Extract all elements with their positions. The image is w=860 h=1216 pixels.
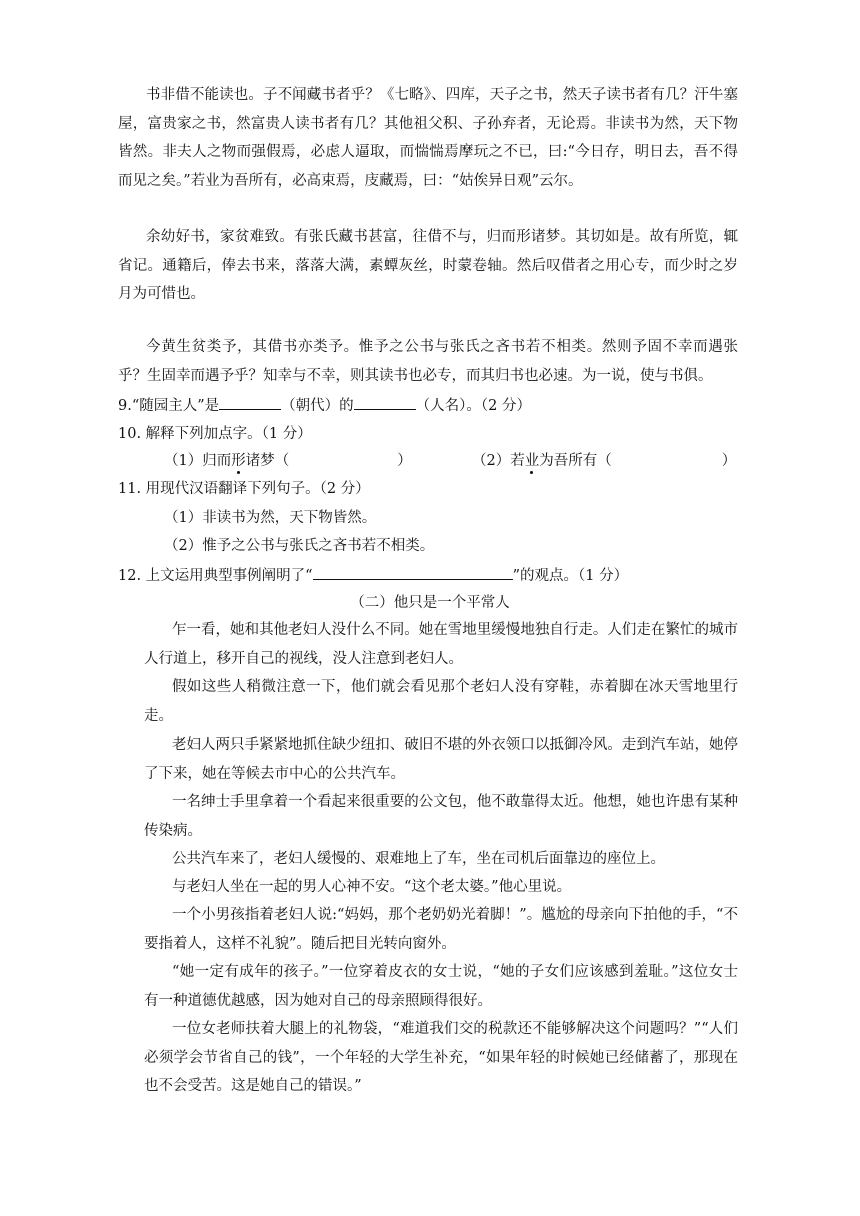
- dotted-character: 形: [231, 453, 246, 469]
- question-11-item-1: （1）非读书为然，天下物皆然。: [164, 510, 377, 526]
- passage2-paragraph-1: 乍一看，她和其他老妇人没什么不同。她在雪地里缓慢地独自行走。人们走在繁忙的城市人行道上，移开自己的视线，没人注意到老妇人。: [144, 622, 738, 667]
- question-10-item-1: （1）归而形诸梦（ ）: [164, 453, 412, 469]
- answer-space-2[interactable]: [612, 451, 722, 465]
- passage2-paragraph-8: “她一定有成年的孩子。”一位穿着皮衣的女士说，“她的子女们应该感到羞耻。”这位女士有一种道德优越感，因为她对自己的母亲照顾得很好。: [144, 964, 738, 1009]
- passage2-paragraph-3: 老妇人两只手紧紧地抓住缺少纽扣、破旧不堪的外衣领口以抵御冷风。走到汽车站，她停了下来，她在等候去市中心的公共汽车。: [144, 737, 738, 782]
- question-11-item-2: （2）惟予之公书与张氏之吝书若不相类。: [164, 538, 435, 554]
- answer-blank-viewpoint[interactable]: [313, 565, 513, 580]
- answer-blank-dynasty[interactable]: [219, 395, 281, 410]
- passage2-paragraph-6: 与老妇人坐在一起的男人心神不安。“这个老太婆。”他心里说。: [172, 879, 572, 895]
- dotted-character: 业: [524, 453, 540, 469]
- passage2-paragraph-5: 公共汽车来了，老妇人缓慢的、艰难地上了车，坐在司机后面靠边的座位上。: [172, 851, 665, 867]
- passage1-paragraph-2: 余幼好书，家贫难致。有张氏藏书甚富，往借不与，归而形诸梦。其切如是。故有所览，辄省记。通籍后，俸去书来，落落大满，素蟫灰丝，时蒙卷轴。然后叹借者之用心专，而少时之岁月为可惜也。: [118, 229, 738, 302]
- answer-space-1[interactable]: [289, 451, 397, 465]
- question-12: 12. 上文运用典型事例阐明了“ ”的观点。（1 分）: [118, 565, 628, 586]
- question-11-stem: 11. 用现代汉语翻译下列句子。（2 分）: [118, 481, 370, 497]
- answer-blank-name[interactable]: [354, 395, 416, 410]
- question-10-stem: 10. 解释下列加点字。（1 分）: [118, 426, 312, 442]
- passage2-paragraph-4: 一名绅士手里拿着一个看起来很重要的公文包，他不敢靠得太近。他想，她也许患有某种传染病。: [144, 794, 738, 839]
- passage2-paragraph-9: 一位女老师扶着大腿上的礼物袋，“难道我们交的税款还不能够解决这个问题吗？”“人们必须学会节省自己的钱”，一个年轻的大学生补充，“如果年轻的时候她已经储蓄了，那现在也不会受苦。这是她自己的错误。”: [144, 1021, 738, 1094]
- question-9: 9.“随园主人”是 （朝代）的 （人名）。（2 分）: [118, 395, 531, 416]
- passage2-title: （二）他只是一个平常人: [350, 595, 510, 611]
- passage2-paragraph-2: 假如这些人稍微注意一下，他们就会看见那个老妇人没有穿鞋，赤着脚在冰天雪地里行走。: [144, 679, 738, 724]
- passage1-paragraph-3: 今黄生贫类予，其借书亦类予。惟予之公书与张氏之吝书若不相类。然则予固不幸而遇张乎？生固幸而遇予乎？知幸与不幸，则其读书也必专，而其归书也必速。为一说，使与书俱。: [118, 339, 738, 384]
- passage1-paragraph-1: 书非借不能读也。子不闻藏书者乎？《七略》、四库，天子之书，然天子读书者有几？汗牛塞屋，富贵家之书，然富贵人读书者有几？其他祖父积、子孙弃者，无论焉。非读书为然，天下物皆然。非夫人之物而强假焉，必虑人逼取，而惴惴焉摩玩之不已，曰:“今日存，明日去，吾不得而见之矣。”若业为吾所有，必高束焉，庋藏焉，曰：“姑俟异日观”云尔。: [118, 87, 738, 189]
- passage2-paragraph-7: 一个小男孩指着老妇人说:“妈妈，那个老奶奶光着脚！”。尴尬的母亲向下拍他的手，“不要指着人，这样不礼貌”。随后把目光转向窗外。: [144, 907, 738, 952]
- question-10-item-2: （2）若业为吾所有（ ）: [472, 453, 737, 469]
